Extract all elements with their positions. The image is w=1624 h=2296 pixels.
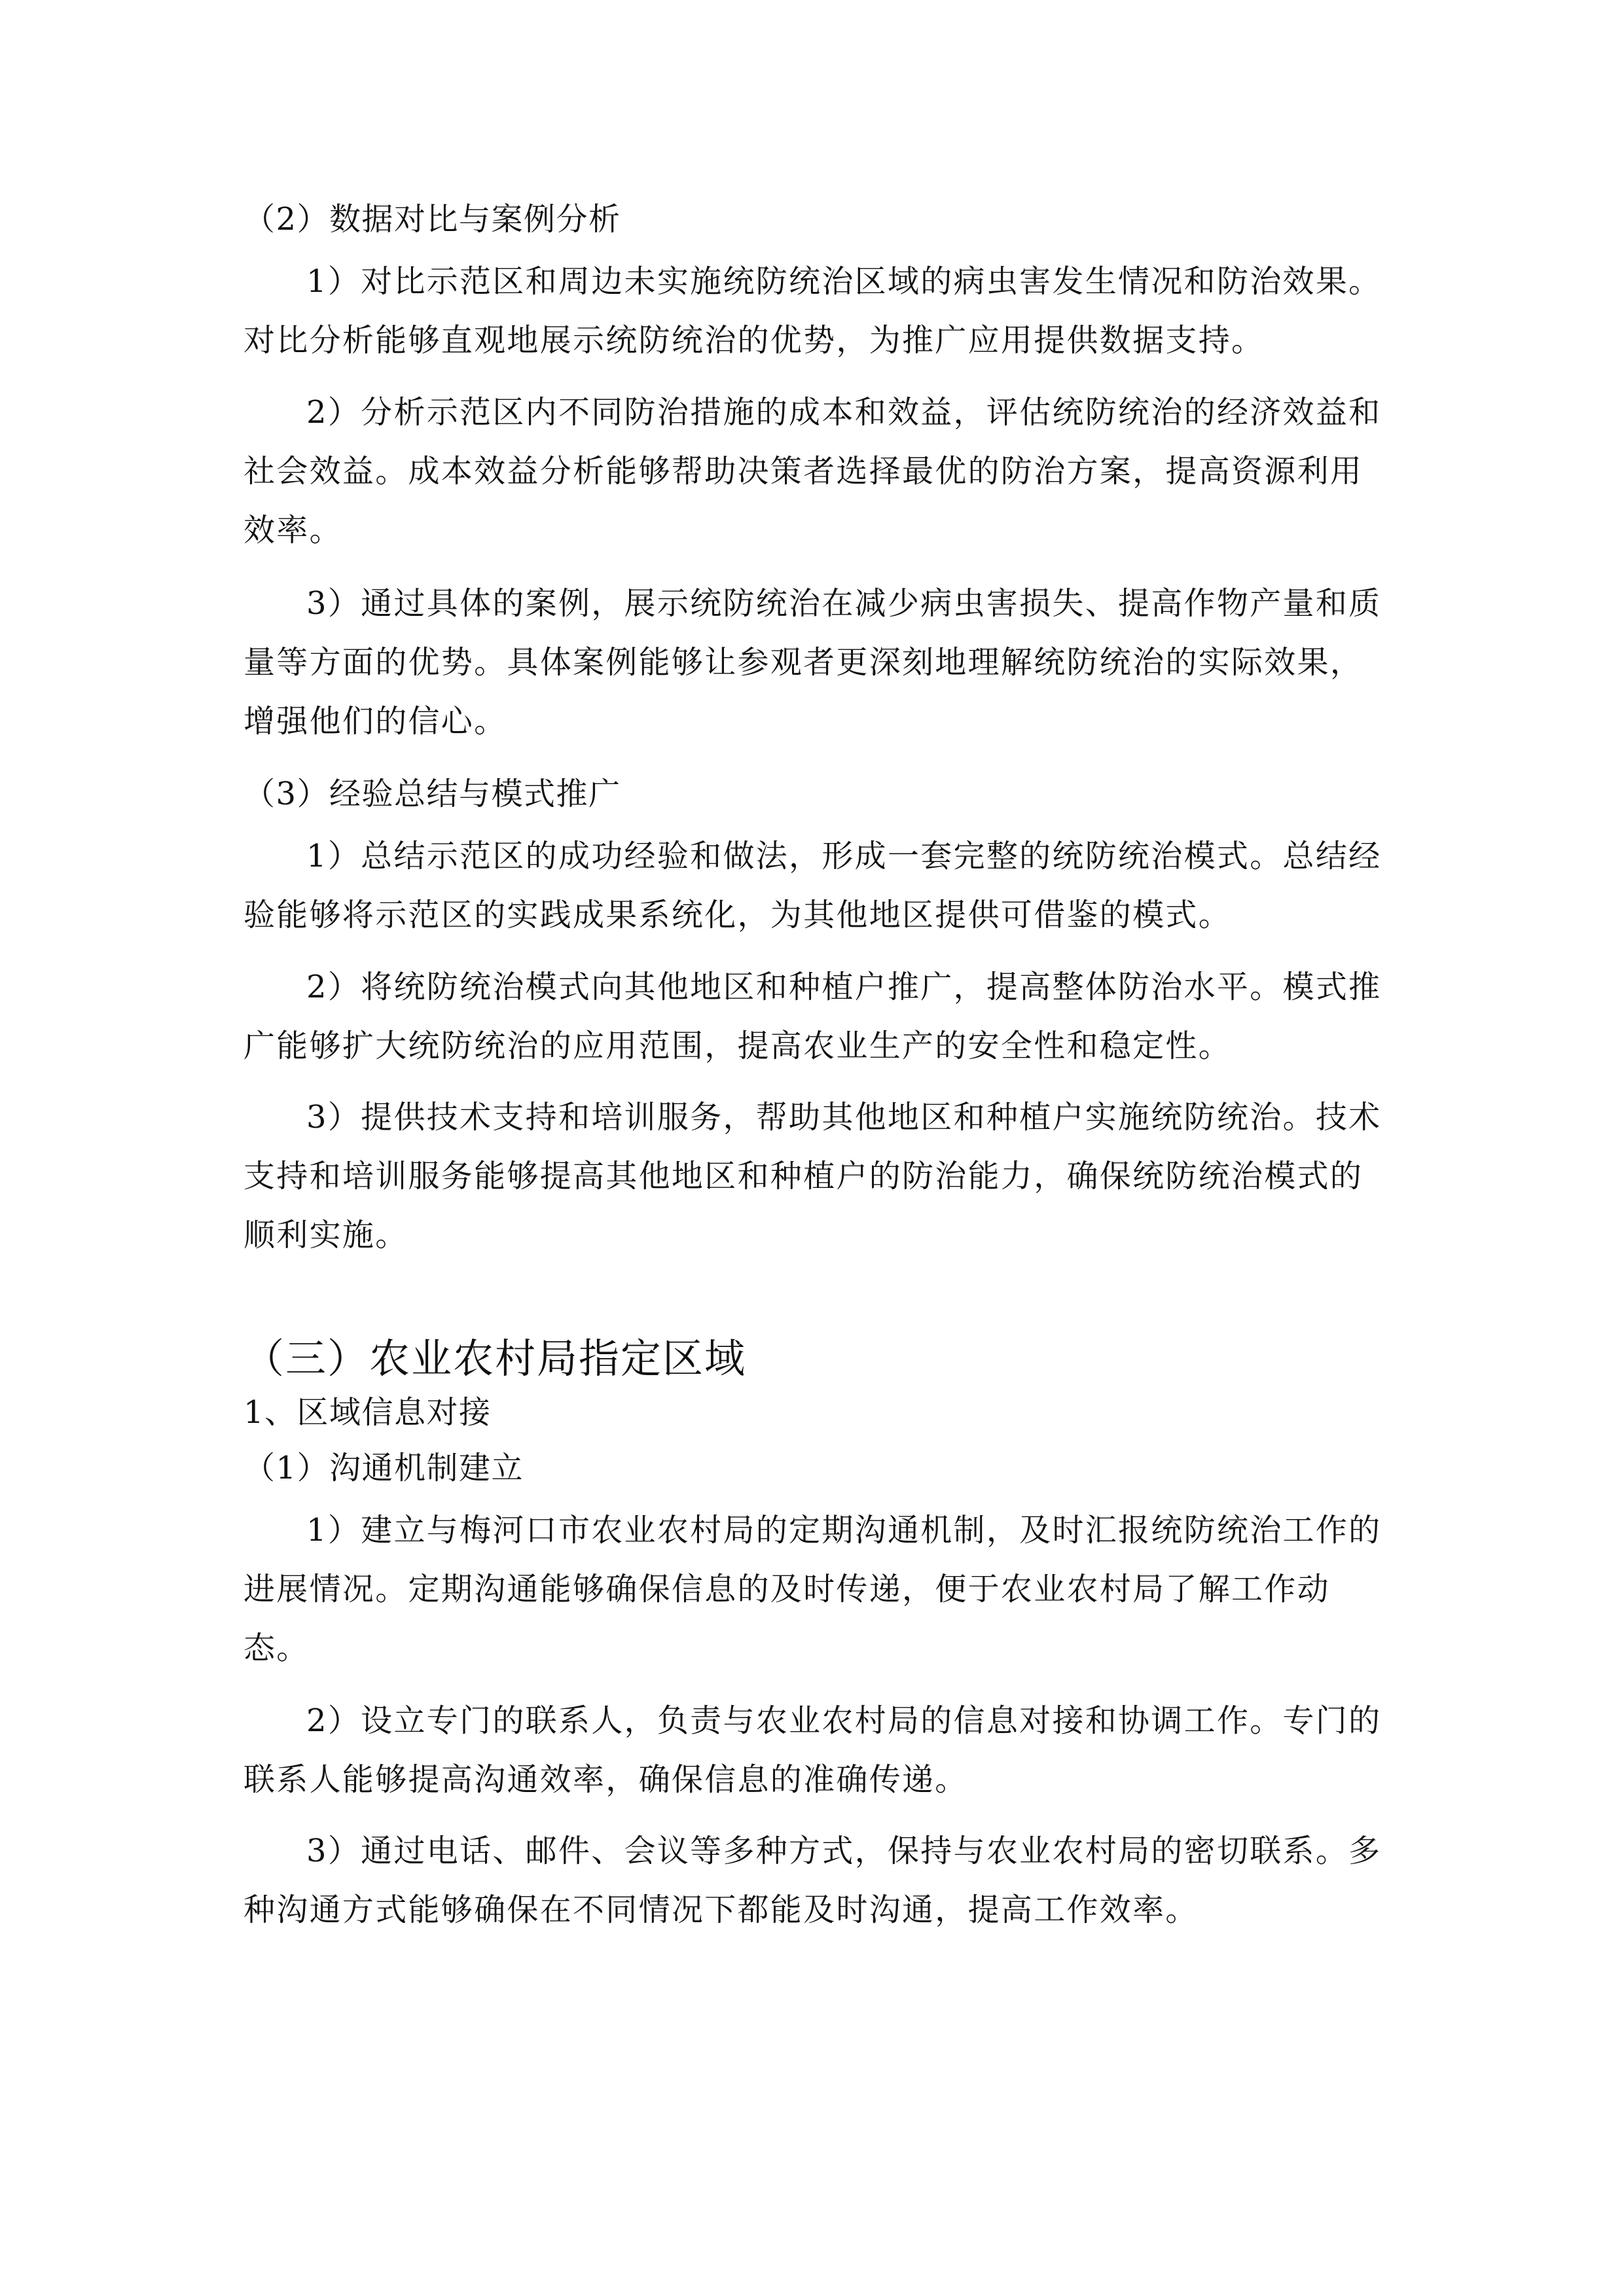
subsection-1-paragraph-2: 2）设立专门的联系人，负责与农业农村局的信息对接和协调工作。专门的联系人能够提高沟通效率，确保信息的准确传递。 [244, 1702, 1382, 1798]
subsection-1-paragraph-3: 3）通过电话、邮件、会议等多种方式，保持与农业农村局的密切联系。多种沟通方式能够确保在不同情况下都能及时沟通，提高工作效率。 [244, 1833, 1382, 1928]
section-3-paragraph-1: 1）总结示范区的成功经验和做法，形成一套完整的统防统治模式。总结经验能够将示范区的实践成果系统化，为其他地区提供可借鉴的模式。 [244, 838, 1382, 933]
subheading-1: 1、区域信息对接 [244, 1394, 492, 1431]
section-3-paragraph-3: 3）提供技术支持和培训服务，帮助其他地区和种植户实施统防统治。技术支持和培训服务能够提高其他地区和种植户的防治能力，确保统防统治模式的顺利实施。 [244, 1099, 1382, 1253]
section-3-title: （3）经验总结与模式推广 [244, 776, 621, 812]
chapter-heading: （三）农业农村局指定区域 [244, 1335, 747, 1382]
section-2-paragraph-1: 1）对比示范区和周边未实施统防统治区域的病虫害发生情况和防治效果。对比分析能够直观地展示统防统治的优势，为推广应用提供数据支持。 [244, 263, 1382, 359]
section-3-paragraph-2: 2）将统防统治模式向其他地区和种植户推广，提高整体防治水平。模式推广能够扩大统防统治的应用范围，提高农业生产的安全性和稳定性。 [244, 969, 1382, 1064]
section-2-paragraph-2: 2）分析示范区内不同防治措施的成本和效益，评估统防统治的经济效益和社会效益。成本效益分析能够帮助决策者选择最优的防治方案，提高资源利用效率。 [244, 394, 1382, 548]
subsection-1-paragraph-1: 1）建立与梅河口市农业农村局的定期沟通机制，及时汇报统防统治工作的进展情况。定期沟通能够确保信息的及时传递，便于农业农村局了解工作动态。 [244, 1512, 1382, 1666]
section-2-paragraph-3: 3）通过具体的案例，展示统防统治在减少病虫害损失、提高作物产量和质量等方面的优势。具体案例能够让参观者更深刻地理解统防统治的实际效果，增强他们的信心。 [244, 585, 1382, 740]
subsection-1-title: （1）沟通机制建立 [244, 1450, 524, 1486]
section-2-title: （2）数据对比与案例分析 [244, 201, 621, 238]
